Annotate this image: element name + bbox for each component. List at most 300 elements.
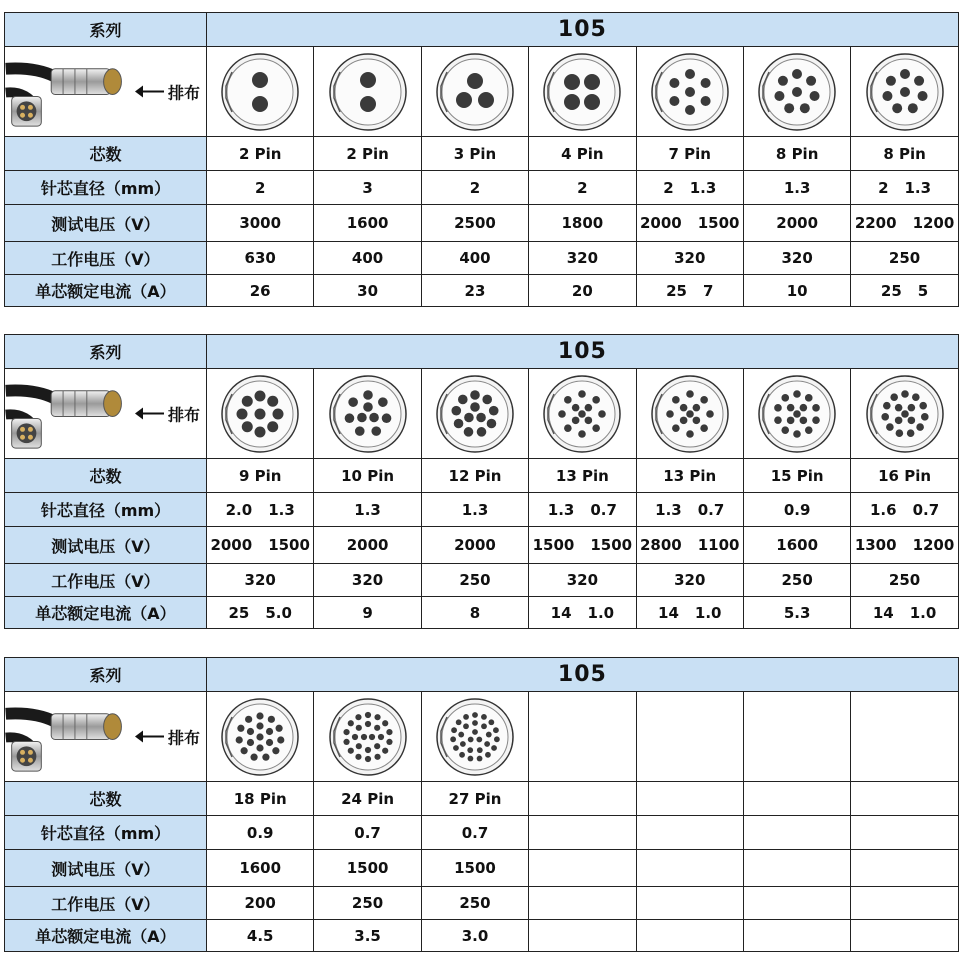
pin-hole: [378, 397, 388, 407]
value-text: 1.6: [869, 500, 897, 519]
pin-count-cell: 8 Pin: [851, 137, 958, 171]
rated-current-cell: [743, 275, 850, 307]
pin-layout-image: [743, 369, 850, 459]
pin-hole: [347, 720, 353, 726]
pin-hole: [267, 421, 278, 432]
rated-current-cell: [743, 597, 850, 629]
pin-hole: [355, 743, 361, 749]
series-label: 系列: [5, 658, 207, 692]
pin-hole: [686, 410, 694, 418]
layout-label-cell: [5, 692, 207, 782]
pin-hole: [371, 426, 381, 436]
pin-hole: [374, 714, 380, 720]
pin-hole: [810, 91, 820, 101]
pin-hole: [579, 430, 587, 438]
working-voltage-cell: 250: [314, 887, 421, 920]
pin-hole: [599, 410, 607, 418]
pins-label: 芯数: [5, 137, 207, 171]
pin-hole: [468, 736, 474, 742]
pin-hole: [585, 416, 593, 424]
pin-hole: [593, 396, 601, 404]
pin-hole: [914, 75, 924, 85]
pin-hole: [912, 393, 920, 401]
value-text: 0.7: [354, 823, 381, 842]
pin-layout-image: [851, 47, 958, 137]
rated-current-cell: [207, 920, 314, 952]
connector-face-icon: [540, 372, 624, 456]
rated-current-cell: [529, 920, 636, 952]
pin-hole: [700, 78, 710, 88]
value-text: 2800: [640, 536, 682, 554]
pin-hole: [237, 724, 244, 731]
series-value: 105: [207, 658, 959, 692]
pin-layout-image: [207, 692, 314, 782]
rated-current-cell: [421, 597, 528, 629]
value-text: 5.0: [265, 603, 292, 622]
pin-count-cell: 27 Pin: [421, 782, 528, 816]
pin-hole: [901, 410, 909, 418]
diameter-cell: [207, 493, 314, 527]
pin-layout-image: [207, 369, 314, 459]
layout-row: [5, 692, 959, 782]
test-voltage-cell: [421, 850, 528, 887]
pin-hole: [685, 87, 695, 97]
working-voltage-cell: 630: [207, 242, 314, 275]
pin-count-cell: [636, 782, 743, 816]
pin-hole: [906, 429, 914, 437]
connector-cable-icon: [5, 369, 135, 458]
working-voltage-cell: [851, 887, 958, 920]
pin-hole: [900, 69, 910, 79]
pin-hole: [257, 733, 264, 740]
test-voltage-cell: [851, 527, 958, 564]
pin-hole: [882, 91, 892, 101]
pin-hole: [806, 75, 816, 85]
pin-hole: [360, 72, 376, 88]
pin-hole: [348, 397, 358, 407]
rated-current-cell: [207, 275, 314, 307]
pin-hole: [464, 412, 474, 422]
pin-hole: [572, 416, 580, 424]
value-text: 1100: [697, 536, 740, 554]
pin-hole: [686, 430, 694, 438]
pin-hole: [343, 729, 349, 735]
rated-current-cell: [636, 920, 743, 952]
pin-hole: [247, 727, 254, 734]
test-voltage-cell: [743, 527, 850, 564]
test-voltage-cell: [207, 527, 314, 564]
pin-count-cell: 3 Pin: [421, 137, 528, 171]
pin-hole: [463, 723, 469, 729]
pin-layout-image: [529, 47, 636, 137]
pin-hole: [793, 390, 801, 398]
pin-hole: [593, 424, 601, 432]
layout-label-cell: [5, 369, 207, 459]
value-text: 0.9: [246, 823, 274, 842]
rated-current-cell: [529, 597, 636, 629]
pin-hole: [685, 69, 695, 79]
pin-hole: [355, 714, 361, 720]
pin-hole: [257, 712, 264, 719]
rated-current-cell: [314, 597, 421, 629]
value-text: 1.3: [689, 178, 717, 197]
rated-current-cell: [207, 597, 314, 629]
pin-hole: [564, 424, 572, 432]
value-text: 2000: [776, 214, 819, 232]
value-text: 2: [254, 178, 266, 197]
connector-face-icon: [863, 50, 947, 134]
value-text: 1600: [776, 536, 819, 554]
pin-hole: [672, 396, 680, 404]
connector-face-icon: [326, 50, 410, 134]
value-text: 0.7: [590, 500, 617, 519]
value-text: 2200: [854, 214, 897, 232]
pin-hole: [236, 736, 243, 743]
value-text: 5.3: [783, 603, 811, 622]
connector-face-icon: [755, 50, 839, 134]
value-text: 25: [228, 603, 250, 622]
working-voltage-cell: [529, 887, 636, 920]
test-voltage-cell: [636, 850, 743, 887]
pins-label: 芯数: [5, 459, 207, 493]
diameter-label: 针芯直径（mm）: [5, 816, 207, 850]
pin-hole: [907, 103, 917, 113]
pin-hole: [881, 413, 889, 421]
series-value: 105: [207, 13, 959, 47]
connector-face-icon: [433, 695, 517, 779]
pin-hole: [364, 711, 370, 717]
value-text: 1.0: [694, 603, 722, 622]
layout-row: [5, 47, 959, 137]
value-text: 2: [577, 178, 588, 197]
pin-hole: [489, 405, 499, 415]
value-text: 7: [702, 281, 714, 300]
value-text: 1.3: [655, 500, 682, 519]
value-text: 3000: [239, 214, 282, 232]
pin-hole: [386, 729, 392, 735]
test-voltage-cell: [529, 527, 636, 564]
value-text: 2000: [640, 214, 682, 232]
pin-count-cell: [851, 782, 958, 816]
pin-hole: [476, 412, 486, 422]
pin-hole: [363, 402, 373, 412]
working-voltage-cell: 250: [851, 564, 958, 597]
pin-hole: [666, 410, 674, 418]
pin-hole: [800, 103, 810, 113]
pin-hole: [700, 424, 708, 432]
value-text: 1.3: [268, 500, 295, 519]
connector-face-icon: [433, 372, 517, 456]
pin-hole: [374, 743, 380, 749]
value-text: 5: [917, 281, 929, 300]
pin-hole: [784, 103, 794, 113]
empty-cell: [851, 692, 958, 782]
pin-hole: [268, 715, 275, 722]
pin-hole: [584, 74, 600, 90]
diameter-cell: [529, 493, 636, 527]
diameter-cell: [314, 493, 421, 527]
value-text: 1500: [346, 859, 389, 877]
value-text: 2500: [454, 214, 496, 232]
connector-cable-icon: [5, 692, 135, 781]
pin-hole: [579, 390, 587, 398]
pin-hole: [494, 736, 500, 742]
test-voltage-cell: [851, 205, 958, 242]
value-text: 2: [663, 178, 674, 197]
series-value: 105: [207, 335, 959, 369]
value-text: 2000: [454, 536, 496, 554]
pin-hole: [343, 738, 349, 744]
pin-hole: [382, 747, 388, 753]
value-text: 2000: [346, 536, 389, 554]
pin-hole: [921, 413, 929, 421]
pin-hole: [564, 396, 572, 404]
pin-hole: [255, 390, 266, 401]
pin-hole: [257, 744, 264, 751]
pin-hole: [900, 87, 910, 97]
pin-hole: [774, 404, 782, 412]
working-voltage-cell: 200: [207, 887, 314, 920]
pin-hole: [883, 401, 891, 409]
pin-hole: [451, 405, 461, 415]
value-text: 9: [362, 603, 373, 622]
pin-hole: [355, 753, 361, 759]
pin-hole: [890, 393, 898, 401]
pin-hole: [450, 736, 456, 742]
value-text: 1800: [561, 214, 604, 232]
spec-table-3: [4, 657, 959, 952]
rated-current-cell: [421, 275, 528, 307]
pin-hole: [245, 715, 252, 722]
pin-hole: [454, 418, 464, 428]
pin-hole: [812, 404, 820, 412]
diameter-cell: [851, 816, 958, 850]
pin-hole: [472, 712, 478, 718]
value-text: 25: [880, 281, 902, 300]
value-text: 23: [464, 281, 486, 300]
pin-hole: [451, 727, 457, 733]
series-label: 系列: [5, 13, 207, 47]
pin-hole: [706, 410, 714, 418]
pin-hole: [488, 719, 494, 725]
working-voltage-cell: 320: [314, 564, 421, 597]
pin-hole: [907, 416, 915, 424]
test-voltage-label: 测试电压（V）: [5, 205, 207, 242]
pin-layout-image: [421, 369, 528, 459]
value-text: 0.9: [783, 500, 811, 519]
diameter-cell: [421, 171, 528, 205]
test-voltage-cell: [743, 205, 850, 242]
pin-hole: [357, 412, 367, 422]
pin-hole: [477, 427, 487, 437]
pins-label: 芯数: [5, 782, 207, 816]
pin-hole: [917, 91, 927, 101]
pin-count-cell: 9 Pin: [207, 459, 314, 493]
layout-row: [5, 369, 959, 459]
pin-count-cell: 24 Pin: [314, 782, 421, 816]
pin-hole: [355, 426, 365, 436]
pin-hole: [812, 416, 820, 424]
value-text: 1200: [912, 536, 955, 554]
pin-hole: [886, 423, 894, 431]
pin-hole: [386, 738, 392, 744]
test-voltage-cell: [314, 527, 421, 564]
value-text: 1600: [239, 859, 282, 877]
test-voltage-cell: [636, 205, 743, 242]
rated-current-cell: [529, 275, 636, 307]
value-text: 1.0: [909, 603, 937, 622]
pin-hole: [277, 736, 284, 743]
pin-hole: [894, 416, 902, 424]
connector-face-icon: [218, 695, 302, 779]
layout-label: 排布: [167, 728, 200, 747]
working-voltage-cell: 320: [529, 564, 636, 597]
value-text: 1600: [346, 214, 389, 232]
test-voltage-label: 测试电压（V）: [5, 527, 207, 564]
value-text: 1500: [268, 536, 310, 554]
working-voltage-cell: 320: [207, 564, 314, 597]
pin-hole: [916, 423, 924, 431]
diameter-cell: [851, 493, 958, 527]
pin-hole: [252, 96, 268, 112]
value-text: 0.7: [697, 500, 725, 519]
pin-hole: [467, 755, 473, 761]
pin-hole: [242, 395, 253, 406]
value-text: 1300: [854, 536, 897, 554]
connector-face-icon: [433, 50, 517, 134]
pin-hole: [782, 426, 790, 434]
pin-hole: [774, 416, 782, 424]
pin-hole: [800, 416, 808, 424]
pin-hole: [482, 394, 492, 404]
pin-hole: [381, 413, 391, 423]
pin-count-cell: 15 Pin: [743, 459, 850, 493]
pin-hole: [363, 390, 373, 400]
rated-current-label: 单芯额定电流（A）: [5, 275, 207, 307]
pin-hole: [493, 727, 499, 733]
pin-hole: [680, 416, 688, 424]
pin-count-cell: 4 Pin: [529, 137, 636, 171]
pin-hole: [470, 402, 480, 412]
pin-layout-image: [743, 47, 850, 137]
working-voltage-cell: 400: [314, 242, 421, 275]
test-voltage-cell: [314, 850, 421, 887]
working-voltage-label: 工作电压（V）: [5, 564, 207, 597]
pin-hole: [680, 403, 688, 411]
value-text: 8: [469, 603, 481, 622]
pin-hole: [470, 390, 480, 400]
value-text: 14: [872, 603, 894, 622]
pin-hole: [355, 724, 361, 730]
pin-count-cell: 13 Pin: [636, 459, 743, 493]
pin-hole: [347, 747, 353, 753]
empty-cell: [743, 692, 850, 782]
working-voltage-cell: 320: [636, 564, 743, 597]
connector-face-icon: [218, 372, 302, 456]
pin-hole: [467, 747, 473, 753]
pin-count-cell: 12 Pin: [421, 459, 528, 493]
value-text: 1.3: [354, 500, 381, 519]
pin-hole: [251, 753, 258, 760]
rated-current-cell: [314, 920, 421, 952]
value-text: 2000: [210, 536, 253, 554]
pin-layout-image: [851, 369, 958, 459]
connector-face-icon: [755, 372, 839, 456]
value-text: 14: [550, 603, 572, 622]
pin-hole: [458, 394, 468, 404]
pin-hole: [485, 751, 491, 757]
pin-hole: [477, 747, 483, 753]
pin-hole: [472, 729, 478, 735]
rated-current-cell: [851, 597, 958, 629]
pin-hole: [382, 720, 388, 726]
pin-hole: [907, 403, 915, 411]
rated-current-cell: [421, 920, 528, 952]
connector-cable-icon: [5, 47, 135, 136]
pin-hole: [459, 751, 465, 757]
rated-current-label: 单芯额定电流（A）: [5, 920, 207, 952]
pin-hole: [364, 746, 370, 752]
value-text: 1500: [454, 859, 496, 877]
pin-hole: [585, 403, 593, 411]
pin-layout-image: [636, 369, 743, 459]
working-voltage-cell: 400: [421, 242, 528, 275]
diameter-cell: [743, 816, 850, 850]
pin-hole: [456, 92, 472, 108]
pin-hole: [478, 92, 494, 108]
pin-hole: [252, 72, 268, 88]
pin-hole: [793, 430, 801, 438]
pin-count-cell: 8 Pin: [743, 137, 850, 171]
pin-hole: [800, 403, 808, 411]
pin-layout-image: [529, 369, 636, 459]
value-text: 1.3: [783, 178, 811, 197]
value-text: 14: [658, 603, 679, 622]
test-voltage-cell: [743, 850, 850, 887]
pin-hole: [464, 427, 474, 437]
diameter-cell: [529, 171, 636, 205]
series-label: 系列: [5, 335, 207, 369]
pin-count-cell: 2 Pin: [207, 137, 314, 171]
pin-hole: [351, 733, 357, 739]
layout-label: 排布: [167, 83, 200, 102]
working-voltage-cell: 250: [421, 887, 528, 920]
pin-count-cell: 18 Pin: [207, 782, 314, 816]
pin-hole: [885, 75, 895, 85]
value-text: 1.3: [461, 500, 489, 519]
pin-hole: [559, 410, 567, 418]
value-text: 2.0: [225, 500, 253, 519]
pin-hole: [368, 733, 374, 739]
working-voltage-cell: 250: [421, 564, 528, 597]
rated-current-cell: [636, 597, 743, 629]
working-voltage-label: 工作电压（V）: [5, 242, 207, 275]
diameter-cell: [207, 171, 314, 205]
pin-count-cell: 2 Pin: [314, 137, 421, 171]
pin-hole: [369, 412, 379, 422]
pin-hole: [919, 401, 927, 409]
pin-hole: [360, 96, 376, 112]
rated-current-cell: [636, 275, 743, 307]
pin-hole: [686, 390, 694, 398]
connector-face-icon: [326, 695, 410, 779]
pin-hole: [364, 720, 370, 726]
diameter-cell: [636, 493, 743, 527]
pin-hole: [685, 105, 695, 115]
working-voltage-cell: [636, 887, 743, 920]
working-voltage-cell: 250: [743, 564, 850, 597]
pin-count-cell: [743, 782, 850, 816]
